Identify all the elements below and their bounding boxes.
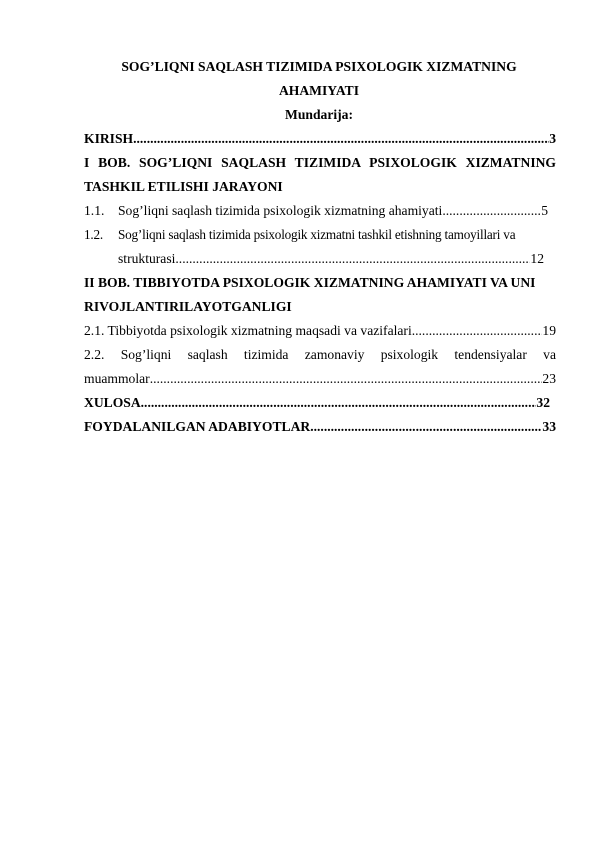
dot-leader <box>175 250 530 267</box>
toc-page-number: 5 <box>541 203 548 218</box>
toc-chapter2-line2[interactable]: RIVOJLANTIRILAYOTGANLIGI <box>84 299 292 314</box>
toc-page-number: 32 <box>536 395 550 410</box>
toc-page-number: 23 <box>542 371 556 386</box>
toc-section-number: 1.2. <box>84 227 103 242</box>
toc-entry-1-2-line2[interactable] <box>118 250 544 267</box>
document-title-line2: AHAMIYATI <box>278 83 360 98</box>
dot-leader <box>442 202 541 219</box>
toc-entry-2-1[interactable] <box>84 322 556 339</box>
toc-entry-1-2-line1[interactable] <box>84 226 556 243</box>
dot-leader <box>141 394 537 411</box>
contents-heading: Mundarija: <box>285 107 353 122</box>
toc-page-number: 3 <box>549 131 556 146</box>
toc-label: muammolar <box>84 371 150 386</box>
dot-leader <box>412 322 543 339</box>
toc-entry-xulosa[interactable] <box>84 394 550 411</box>
toc-chapter1-line1[interactable]: I BOB. SOG’LIQNI SAQLASH TIZIMIDA PSIXOLOGIK XIZMATNING <box>84 155 556 170</box>
toc-chapter2-line1[interactable]: II BOB. TIBBIYOTDA PSIXOLOGIK XIZMATNING AHAMIYATI VA UNI <box>84 275 536 290</box>
toc-label: FOYDALANILGAN ADABIYOTLAR <box>84 419 311 434</box>
toc-section-number: 1.1. <box>84 203 105 218</box>
toc-page-number: 19 <box>542 323 556 338</box>
toc-label: XULOSA <box>84 395 141 410</box>
toc-label: 2.1. Tibbiyotda psixologik xizmatning maqsadi va vazifalari <box>84 323 412 338</box>
toc-label: strukturasi <box>118 251 176 266</box>
toc-entry-kirish[interactable] <box>84 130 556 147</box>
toc-entry-2-2-line1[interactable]: 2.2. Sog’liqni saqlash tizimida zamonaviy psixologik tendensiyalar va <box>84 347 556 362</box>
toc-label: KIRISH <box>84 131 134 146</box>
toc-label: Sog’liqni saqlash tizimida psixologik xizmatning ahamiyati <box>118 203 443 218</box>
toc-page-number: 33 <box>542 419 556 434</box>
dot-leader <box>310 418 542 435</box>
toc-entry-1-1[interactable] <box>84 202 548 219</box>
dot-leader <box>133 130 549 147</box>
toc-entry-2-2-line2[interactable] <box>84 370 556 387</box>
document-title-line1: SOG’LIQNI SAQLASH TIZIMIDA PSIXOLOGIK XIZMATNING <box>121 59 517 74</box>
toc-page-number: 12 <box>530 251 544 266</box>
toc-label: Sog’liqni saqlash tizimida psixologik xizmatni tashkil etishning tamoyillari va <box>118 227 516 242</box>
toc-entry-adabiyotlar[interactable] <box>84 418 556 435</box>
dot-leader <box>150 370 543 387</box>
toc-chapter1-line2[interactable]: TASHKIL ETILISHI JARAYONI <box>84 179 283 194</box>
